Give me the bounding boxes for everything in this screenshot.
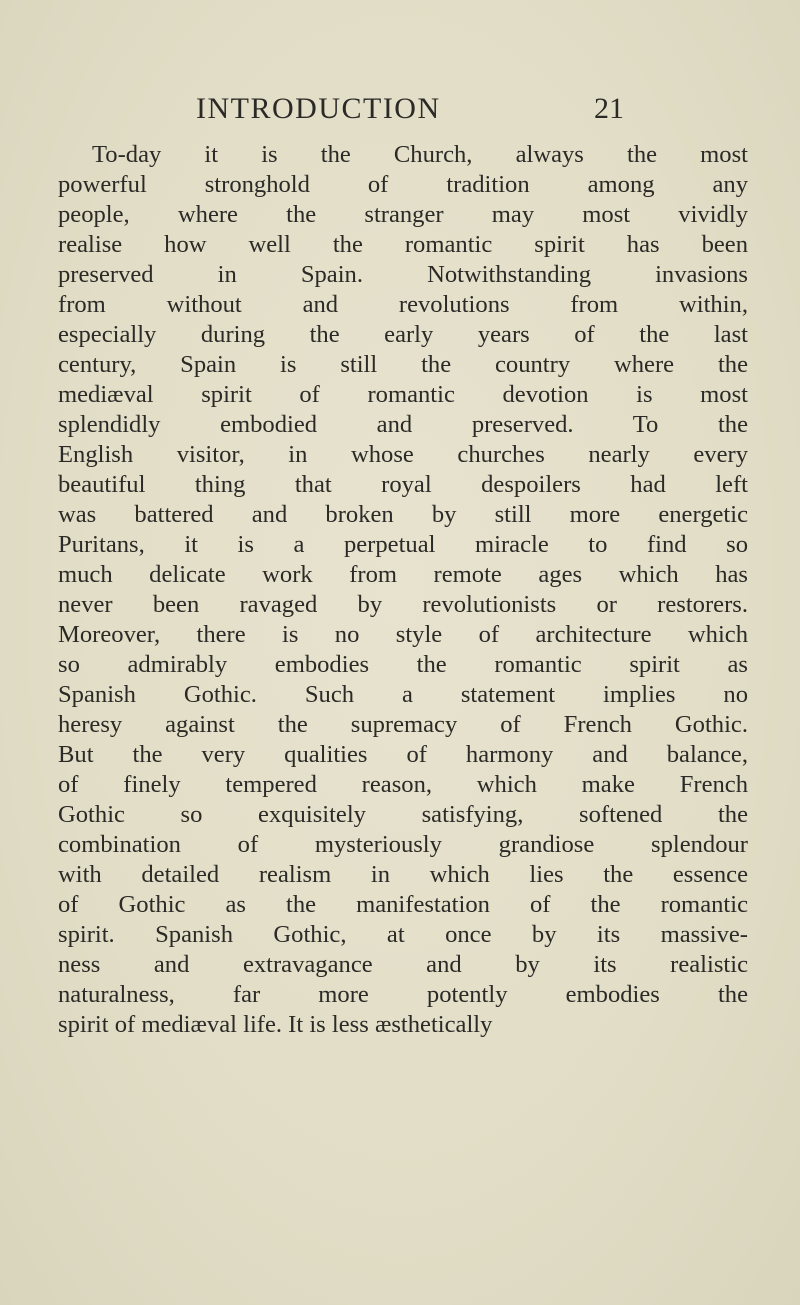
text-line: Moreover, there is no style of architecture which — [58, 621, 748, 648]
text-line: especially during the early years of the last — [58, 321, 748, 348]
text-line: preserved in Spain. Notwithstanding invasions — [58, 261, 748, 288]
page-number: 21 — [594, 92, 624, 125]
text-line: much delicate work from remote ages which has — [58, 561, 748, 588]
text-line: powerful stronghold of tradition among any — [58, 171, 748, 198]
text-line: ness and extravagance and by its realistic — [58, 951, 748, 978]
text-line: century, Spain is still the country where the — [58, 351, 748, 378]
text-line: of Gothic as the manifestation of the romantic — [58, 891, 748, 918]
text-line: Gothic so exquisitely satisfying, softened the — [58, 801, 748, 828]
running-head — [196, 89, 624, 129]
text-line: combination of mysteriously grandiose splendour — [58, 831, 748, 858]
text-line: spirit. Spanish Gothic, at once by its massive- — [58, 921, 748, 948]
text-line: never been ravaged by revolutionists or restorers. — [58, 591, 748, 618]
text-line: people, where the stranger may most vividly — [58, 201, 748, 228]
text-line: Spanish Gothic. Such a statement implies no — [58, 681, 748, 708]
text-line: spirit of mediæval life. It is less æsthetically — [58, 1011, 493, 1038]
text-line: from without and revolutions from within, — [58, 291, 748, 318]
text-line: with detailed realism in which lies the essence — [58, 861, 748, 888]
text-line: of finely tempered reason, which make French — [58, 771, 748, 798]
text-line: English visitor, in whose churches nearly every — [58, 441, 748, 468]
running-head-title: INTRODUCTION — [196, 92, 441, 125]
text-line: beautiful thing that royal despoilers had left — [58, 471, 748, 498]
text-line: Puritans, it is a perpetual miracle to find so — [58, 531, 748, 558]
text-line: To-day it is the Church, always the most — [92, 141, 748, 168]
body-text — [58, 140, 748, 1040]
text-line: heresy against the supremacy of French Gothic. — [58, 711, 748, 738]
text-line: splendidly embodied and preserved. To the — [58, 411, 748, 438]
text-line: realise how well the romantic spirit has been — [58, 231, 748, 258]
text-line: naturalness, far more potently embodies the — [58, 981, 748, 1008]
text-line: But the very qualities of harmony and balance, — [58, 741, 748, 768]
text-line: was battered and broken by still more energetic — [58, 501, 748, 528]
text-line: mediæval spirit of romantic devotion is most — [58, 381, 748, 408]
text-line: so admirably embodies the romantic spirit as — [58, 651, 748, 678]
